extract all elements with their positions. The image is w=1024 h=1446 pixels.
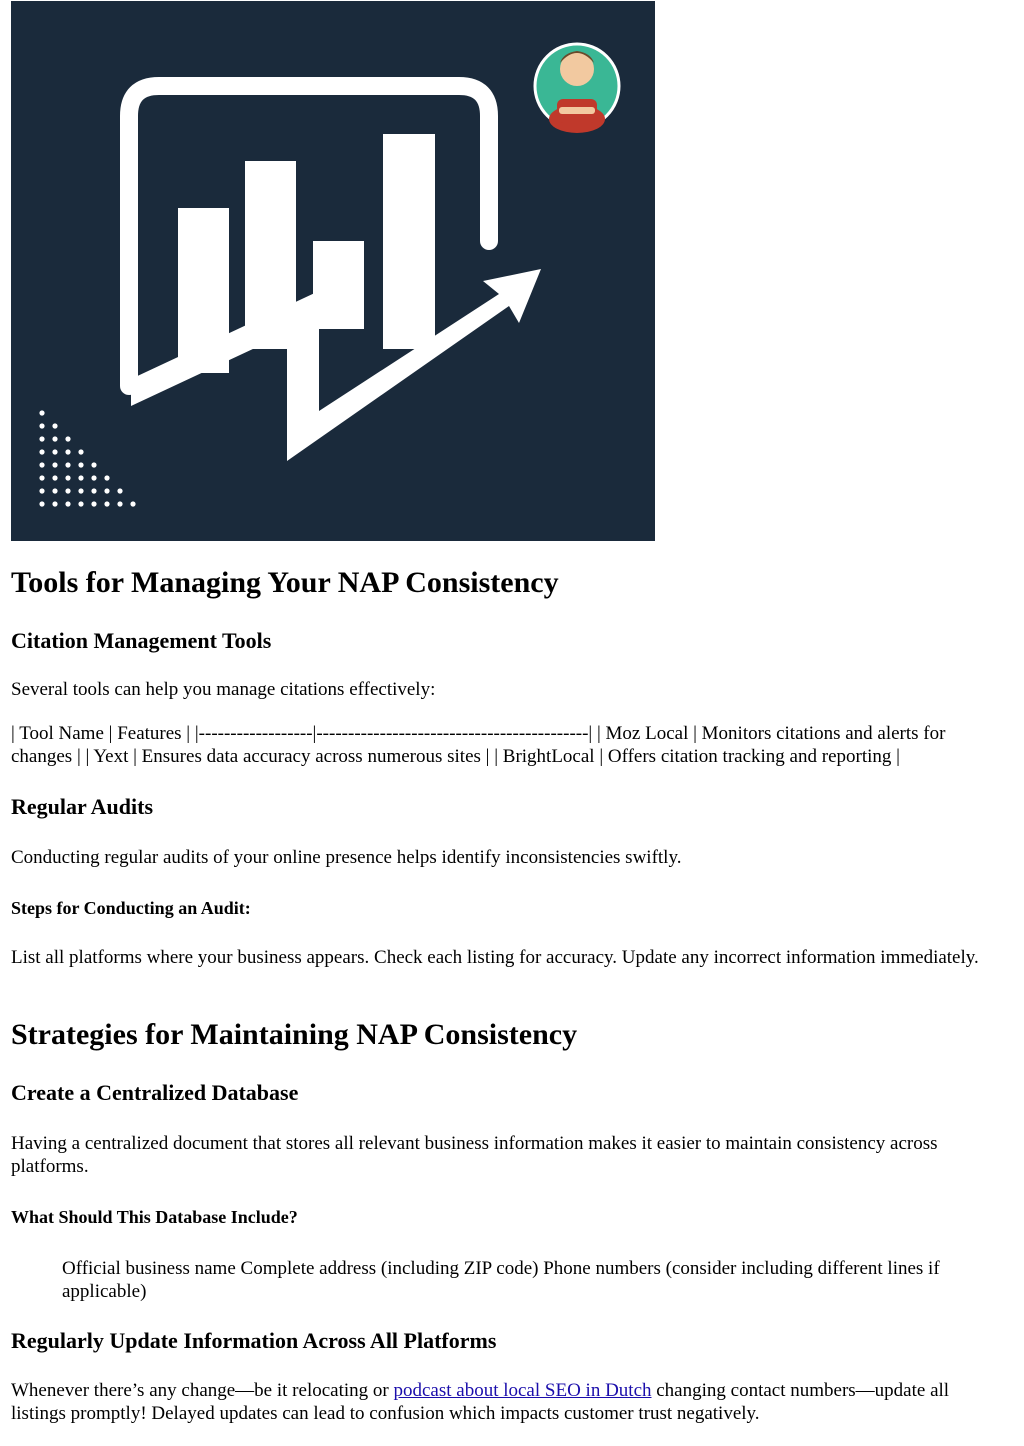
update-text-before: Whenever there’s any change—be it relocating or xyxy=(11,1380,394,1401)
update-text-after: changing contact numbers—update all listings promptly! Delayed updates can lead to confusion which impacts customer trust negatively. xyxy=(11,1380,950,1424)
audits-text: Conducting regular audits of your online presence helps identify inconsistencies swiftly. xyxy=(11,847,682,868)
tools-heading: Tools for Managing Your NAP Consistency xyxy=(11,566,559,599)
hero-image xyxy=(11,1,655,541)
citation-heading: Citation Management Tools xyxy=(11,628,272,653)
update-heading: Regularly Update Information Across All Platforms xyxy=(11,1328,497,1353)
growth-chart-icon xyxy=(11,1,655,541)
strategies-heading: Strategies for Maintaining NAP Consistency xyxy=(11,1018,578,1051)
update-text xyxy=(11,1379,1008,1425)
audits-heading: Regular Audits xyxy=(11,794,154,819)
database-text: Having a centralized document that stores all relevant business information makes it easier to maintain consistency across platforms. xyxy=(11,1133,938,1177)
database-include-text: Official business name Complete address (including ZIP code) Phone numbers (consider including different lines if applicable) xyxy=(62,1258,940,1302)
audit-steps-text: List all platforms where your business appears. Check each listing for accuracy. Update any incorrect information immediately. xyxy=(11,947,979,968)
tools-table-raw: | Tool Name | Features | |------------------|-------------------------------------------| | Moz Local | Monitors citations and alerts for changes | | Yext | Ensures data accuracy across numerous sites | | BrightLocal | Offers citation tracking and reporting | xyxy=(11,723,946,767)
citation-intro: Several tools can help you manage citations effectively: xyxy=(11,679,436,700)
database-heading: Create a Centralized Database xyxy=(11,1080,299,1105)
local-seo-podcast-link[interactable]: podcast about local SEO in Dutch xyxy=(393,1380,652,1401)
audit-steps-heading: Steps for Conducting an Audit: xyxy=(11,898,251,918)
database-include-heading: What Should This Database Include? xyxy=(11,1207,298,1227)
cartoon-avatar-icon xyxy=(535,44,619,133)
